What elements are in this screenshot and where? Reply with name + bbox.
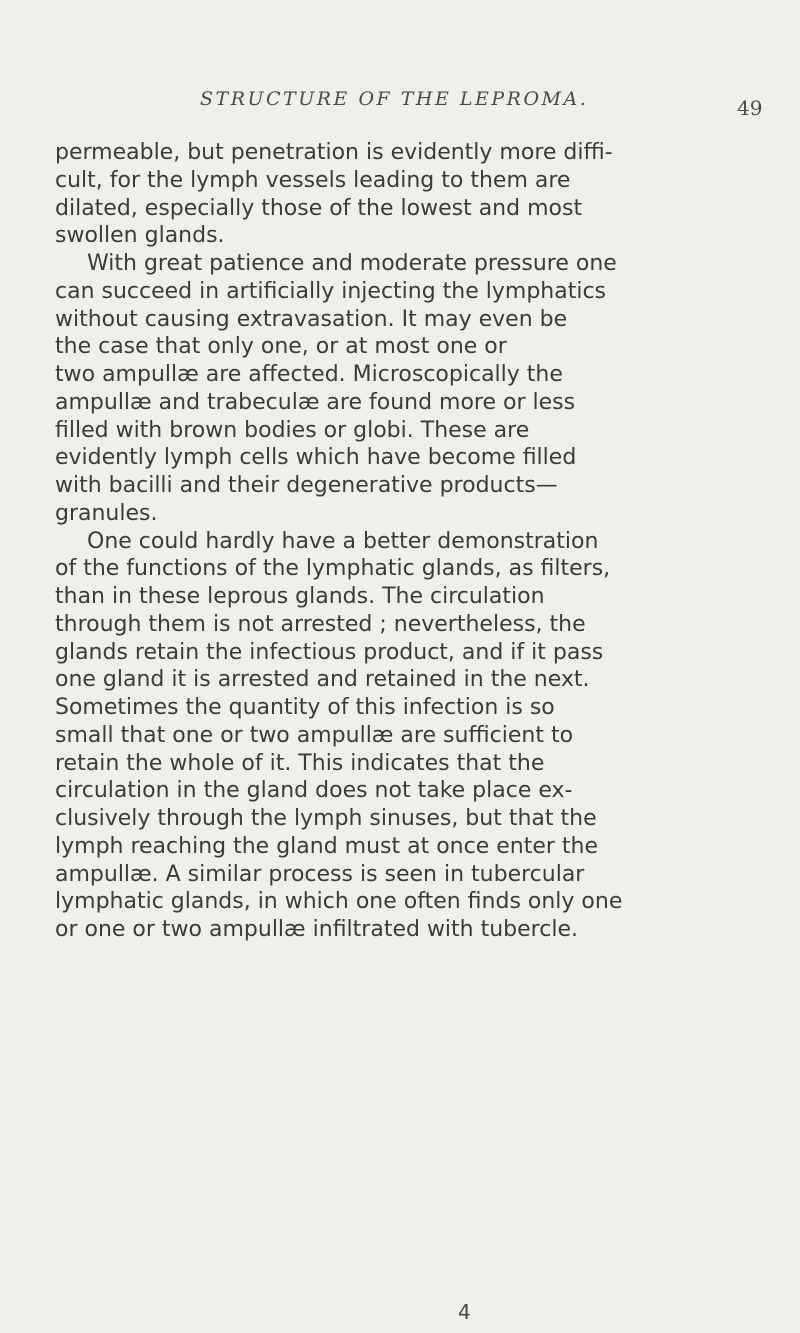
body-text	[55, 142, 745, 947]
text-line: or one or two ampullæ infiltrated with tubercle.	[55, 917, 578, 942]
text-line: granules.	[55, 500, 158, 526]
text-line: than in these leprous glands. The circulation	[55, 584, 545, 609]
text-line: retain the whole of it. This indicates that the	[55, 750, 545, 776]
text-line: with bacilli and their degenerative products—	[55, 473, 558, 498]
text-line: swollen glands.	[55, 223, 225, 249]
paragraph-start-line: One could hardly have a better demonstration	[87, 528, 599, 554]
text-line: glands retain the infectious product, and if it pass	[55, 639, 604, 665]
text-line: lymphatic glands, in which one often finds only one	[55, 889, 623, 915]
text-line: small that one or two ampullæ are sufficient to	[55, 722, 574, 748]
text-line: one gland it is arrested and retained in the next.	[55, 667, 590, 693]
text-line: without causing extravasation. It may even be	[55, 306, 568, 332]
text-line: ampullæ and trabeculæ are found more or less	[55, 389, 576, 415]
text-line: cult, for the lymph vessels leading to them are	[55, 167, 571, 193]
text-line: lymph reaching the gland must at once enter the	[55, 833, 599, 859]
text-line: of the functions of the lymphatic glands, as filters,	[55, 556, 611, 582]
text-line: Sometimes the quantity of this infection is so	[55, 695, 555, 720]
text-line: filled with brown bodies or globi. These are	[55, 417, 530, 443]
text-line: can succeed in artificially injecting the lymphatics	[55, 278, 607, 304]
text-line: evidently lymph cells which have become filled	[55, 445, 577, 471]
page-number: 49	[737, 96, 763, 120]
text-line: two ampullæ are affected. Microscopically the	[55, 362, 563, 387]
signature-mark: 4	[458, 1300, 471, 1324]
text-line: the case that only one, or at most one or	[55, 334, 507, 360]
text-line: permeable, but penetration is evidently more diffi-	[55, 140, 613, 165]
paragraph-start-line: With great patience and moderate pressure one	[87, 251, 617, 276]
text-line: ampullæ. A similar process is seen in tubercular	[55, 861, 585, 887]
running-head: STRUCTURE OF THE LEPROMA.	[200, 88, 589, 110]
text-line: dilated, especially those of the lowest and most	[55, 195, 583, 221]
text-line: circulation in the gland does not take place ex-	[55, 778, 573, 804]
text-line: through them is not arrested ; nevertheless, the	[55, 611, 586, 637]
text-line: clusively through the lymph sinuses, but that the	[55, 806, 597, 831]
